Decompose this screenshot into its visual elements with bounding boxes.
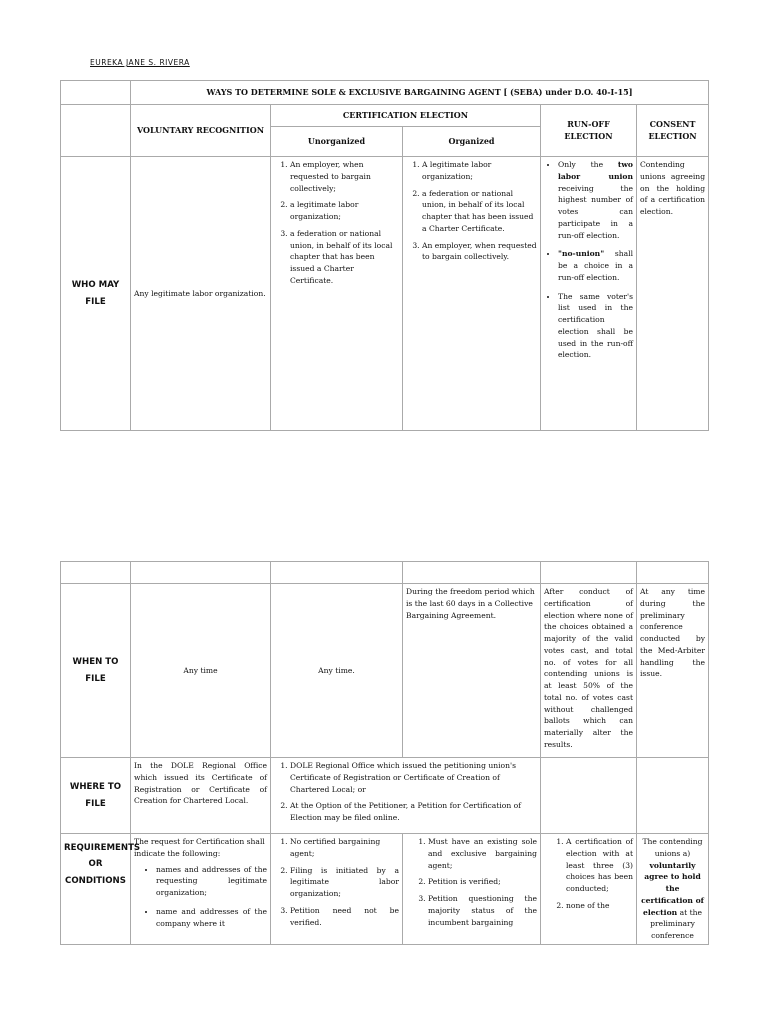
header-voluntary-recognition: VOLUNTARY RECOGNITION (131, 105, 271, 157)
where-voluntary-cell: In the DOLE Regional Office which issued its Certificate of Registration or Certificate of Creation for Chartered Local. (131, 758, 271, 834)
when-unorganized-cell: Any time. (271, 584, 403, 758)
req-organized-cell (403, 834, 541, 945)
list-item (558, 159, 633, 241)
when-organized-cell: During the freedom period which is the last 60 days in a Collective Bargaining Agreement. (403, 584, 541, 758)
row-label-when-to-file: WHEN TO FILE (61, 584, 131, 758)
req-voluntary-cell (131, 834, 271, 945)
where-certification-cell (271, 758, 541, 834)
list-item: 2. a federation or national union, in behalf of its local chapter that has been issued a Charter Certificate. (422, 188, 537, 235)
header-run-off-election: RUN-OFF ELECTION (541, 105, 637, 157)
text-span: shall be a choice in a run-off election. (558, 249, 633, 282)
list-item: 1. A certification of election with at least three (3) choices has been conducted; (566, 836, 633, 895)
empty-cell (541, 562, 637, 584)
row-label-requirements: REQUIREMENTS OR CONDITIONS (61, 834, 131, 945)
list-item: 2. At the Option of the Petitioner, a Petition for Certification of Election may be filed online. (290, 800, 537, 824)
empty-header-cell (61, 105, 131, 157)
when-consent-cell: At any time during the preliminary conference conducted by the Med-Arbiter handling the issue. (637, 584, 709, 758)
list-item: 2. Petition is verified; (428, 876, 537, 888)
req-consent-cell (637, 834, 709, 945)
author-name: EUREKA JANE S. RIVERA (90, 58, 190, 67)
bold-text: two labor union (558, 160, 633, 181)
seba-table-bottom (60, 561, 709, 945)
list-item: 1. A legitimate labor organization; (422, 159, 537, 183)
row-label-where-to-file: WHERE TO FILE (61, 758, 131, 834)
list-item: • The same voter's list used in the certification election shall be used in the run-off election. (558, 291, 633, 362)
list-item: 1. An employer, when requested to bargain collectively; (290, 159, 399, 194)
list-item: 3. a federation or national union, in behalf of its local chapter that has been issued a Charter Certificate. (290, 228, 399, 287)
list-item: 3. Petition need not be verified. (290, 905, 399, 929)
req-unorganized-cell (271, 834, 403, 945)
list-item: 2. a legitimate labor organization; (290, 199, 399, 223)
list-item: • name and addresses of the company where it (156, 906, 267, 930)
header-consent-election: CONSENT ELECTION (637, 105, 709, 157)
header-certification-election: CERTIFICATION ELECTION (271, 105, 541, 127)
bold-text: voluntarily agree to hold the certification of election (641, 860, 704, 917)
empty-cell (637, 562, 709, 584)
row-label-who-may-file: WHO MAY FILE (61, 157, 131, 431)
text-span: Only the (558, 160, 618, 169)
who-unorganized-cell (271, 157, 403, 431)
text-span: at the preliminary conference (650, 907, 702, 941)
req-runoff-cell (541, 834, 637, 945)
where-runoff-cell (541, 758, 637, 834)
empty-cell (271, 562, 403, 584)
list-item: 3. Petition questioning the majority status of the incumbent bargaining (428, 893, 537, 928)
req-voluntary-intro: The request for Certification shall indicate the following: (134, 837, 265, 858)
where-consent-cell (637, 758, 709, 834)
list-item: 3. An employer, when requested to bargain collectively. (422, 240, 537, 264)
list-item: 1. Must have an existing sole and exclusive bargaining agent; (428, 836, 537, 871)
empty-cell (131, 562, 271, 584)
corner-cell (61, 81, 131, 105)
list-item: 2. Filing is initiated by a legitimate labor organization; (290, 865, 399, 900)
list-item: 1. No certified bargaining agent; (290, 836, 399, 860)
list-item (558, 248, 633, 283)
empty-cell (403, 562, 541, 584)
bold-text: "no-union" (558, 249, 605, 259)
who-voluntary-cell: Any legitimate labor organization. (131, 157, 271, 431)
list-item: • names and addresses of the requesting legitimate organization; (156, 864, 267, 899)
when-runoff-cell: After conduct of certification of election where none of the choices obtained a majority of the valid votes cast, and total no. of votes for all contending unions is at least 50% of the total no. of votes cast without challenged ballots which can materially alter the results. (541, 584, 637, 758)
table-title: WAYS TO DETERMINE SOLE & EXCLUSIVE BARGAINING AGENT [ (SEBA) under D.O. 40-I-15] (131, 81, 709, 105)
seba-table-top (60, 80, 709, 431)
who-runoff-cell (541, 157, 637, 431)
text-span: receiving the highest number of votes can participate in a run-off election. (558, 183, 633, 240)
who-organized-cell (403, 157, 541, 431)
when-voluntary-cell: Any time (131, 584, 271, 758)
empty-cell (61, 562, 131, 584)
header-unorganized: Unorganized (271, 127, 403, 157)
list-item: 1. DOLE Regional Office which issued the petitioning union's Certificate of Registration or Certificate of Creation of Chartered Local; or (290, 760, 537, 795)
text-span: The contending unions a) (642, 837, 703, 858)
header-organized: Organized (403, 127, 541, 157)
list-item: 2. none of the (566, 900, 633, 912)
who-consent-cell: Contending unions agreeing on the holding of a certification election. (637, 157, 709, 431)
